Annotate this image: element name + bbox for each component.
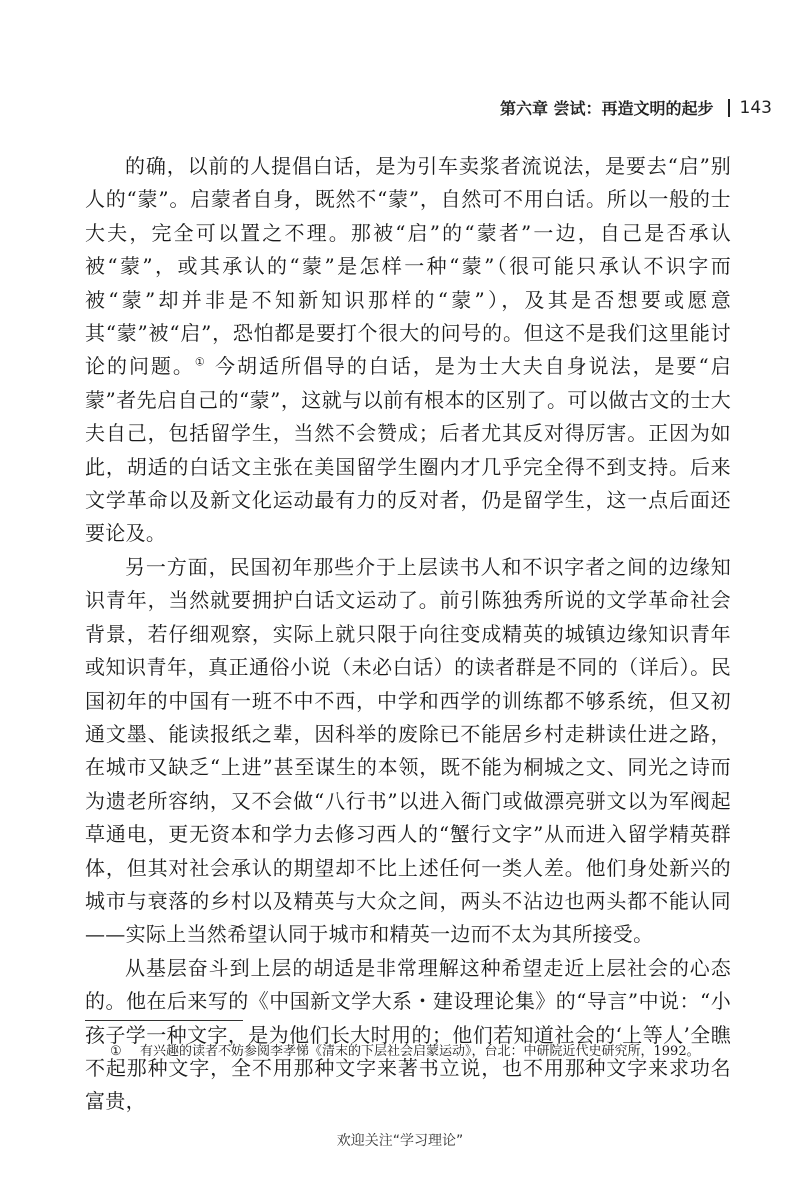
footnote-mark: ① bbox=[110, 1044, 122, 1059]
header-divider bbox=[728, 99, 730, 117]
footnote bbox=[110, 1042, 732, 1062]
footnote-text: 有兴趣的读者不妨参阅李孝悌《清末的下层社会启蒙运动》，台北：中研院近代史研究所，1992。 bbox=[140, 1044, 700, 1059]
body-text bbox=[85, 150, 731, 1119]
paragraph-2: 另一方面，民国初年那些介于上层读书人和不识字者之间的边缘知识青年，当然就要拥护白话文运动了。前引陈独秀所说的文学革命社会背景，若仔细观察，实际上就只限于向往变成精英的城镇边缘知识青年或知识青年，真正通俗小说（未必白话）的读者群是不同的（详后）。民国初年的中国有一班不中不西，中学和西学的训练都不够系统，但又初通文墨、能读报纸之辈，因科举的废除已不能居乡村走耕读仕进之路，在城市又缺乏“上进”甚至谋生的本领，既不能为桐城之文、同光之诗而为遗老所容纳，又不会做“八行书”以进入衙门或做漂亮骈文以为军阀起草通电，更无资本和学力去修习西人的“蟹行文字”从而进入留学精英群体，但其对社会承认的期望却不比上述任何一类人差。他们身处新兴的城市与衰落的乡村以及精英与大众之间，两头不沾边也两头都不能认同——实际上当然希望认同于城市和精英一边而不太为其所接受。 bbox=[85, 554, 731, 947]
paragraph-1: 的确，以前的人提倡白话，是为引车卖浆者流说法，是要去“启”别人的“蒙”。启蒙者自身，既然不“蒙”，自然可不用白话。所以一般的士大夫，完全可以置之不理。那被“启”的“蒙者”一边，自己是否承认被“蒙”，或其承认的“蒙”是怎样一种“蒙”（很可能只承认不识字而被“蒙”却并非是不知新知识那样的“蒙”），及其是否想要或愿意其“蒙”被“启”，恐怕都是要打个很大的问号的。但这不是我们这里能讨论的问题。① 今胡适所倡导的白话，是为士大夫自身说法，是要“启蒙”者先启自己的“蒙”，这就与以前有根本的区别了。可以做古文的士大夫自己，包括留学生，当然不会赞成；后者尤其反对得厉害。正因为如此，胡适的白话文主张在美国留学生圈内才几乎完全得不到支持。后来文学革命以及新文化运动最有力的反对者，仍是留学生，这一点后面还要论及。 bbox=[85, 154, 731, 546]
running-header bbox=[500, 96, 772, 119]
paragraph-3: 从基层奋斗到上层的胡适是非常理解这种希望走近上层社会的心态的。他在后来写的《中国新文学大系・建设理论集》的“导言”中说：“小孩子学一种文字，是为他们长大时用的；他们若知道社会的‘上等人’全瞧不起那种文字，全不用那种文字来著书立说，也不用那种文字来求功名富贵， bbox=[85, 955, 731, 1114]
footnote-divider bbox=[85, 1020, 243, 1021]
page-number: 143 bbox=[739, 97, 772, 118]
chapter-title: 第六章 尝试：再造文明的起步 bbox=[499, 99, 714, 118]
watermark-text: 欢迎关注“学习理论” bbox=[336, 1133, 464, 1149]
footnote-reference[interactable]: ① bbox=[194, 355, 207, 369]
